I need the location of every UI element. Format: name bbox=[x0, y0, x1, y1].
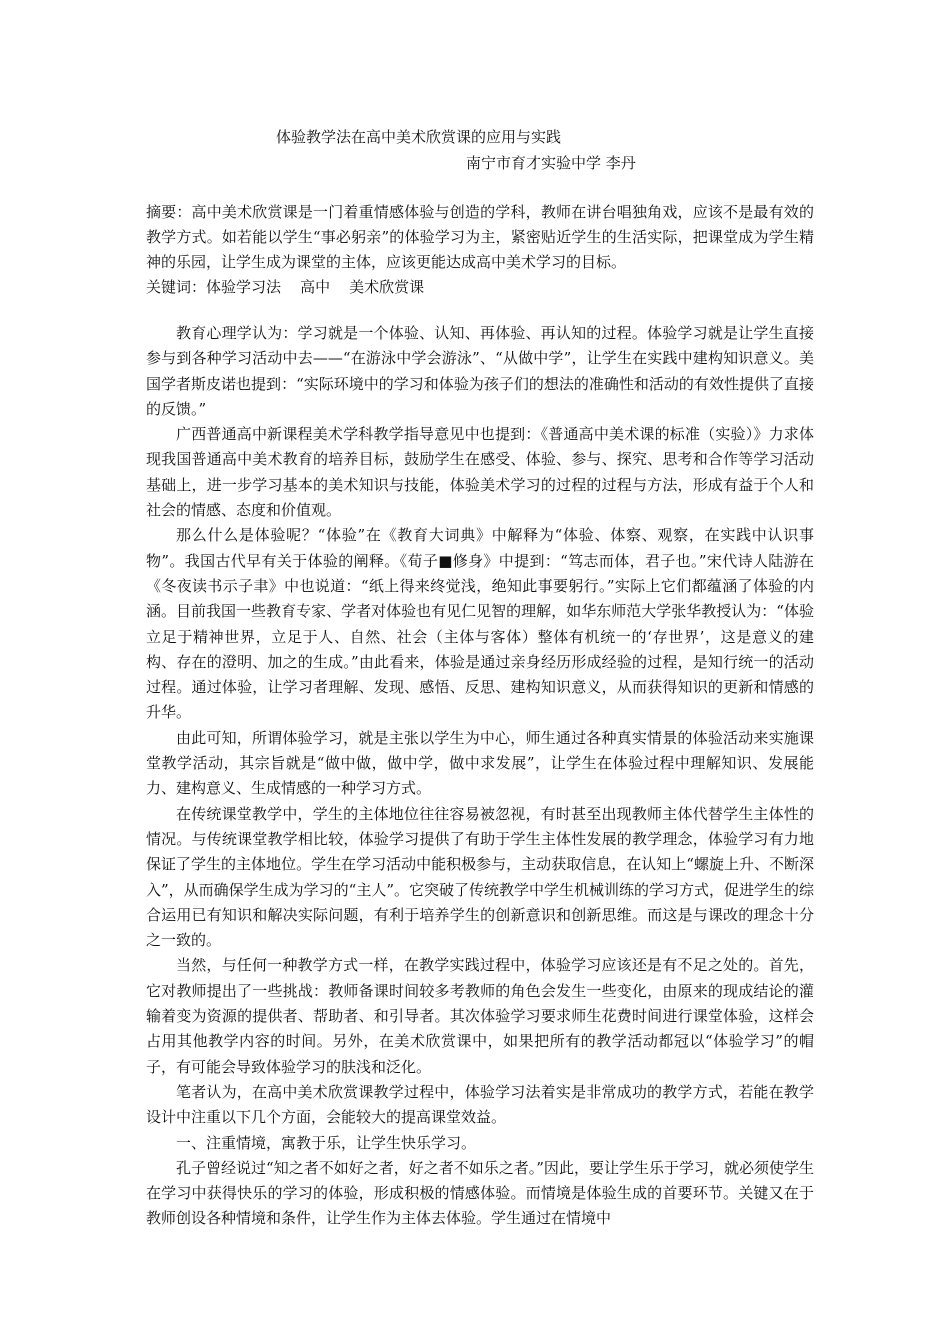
paragraph: 孔子曾经说过“知之者不如好之者，好之者不如乐之者。”因此，要让学生乐于学习，就必须使学生在学习中获得快乐的学习的体验，形成积极的情感体验。而情境是体验生成的首要环节。关键又在于教师创设各种情境和条件，让学生作为主体去体验。学生通过在情境中 bbox=[146, 1158, 814, 1228]
keywords-line: 关键词：体验学习法 高中 美术欣赏课 bbox=[146, 278, 425, 296]
abstract-section bbox=[146, 200, 814, 300]
paragraph: 广西普通高中新课程美术学科教学指导意见中也提到：《普通高中美术课的标准（实验）》力求体现我国普通高中美术教育的培养目标，鼓励学生在感受、体验、参与、探究、思考和合作等学习活动基础上，进一步学习基本的美术知识与技能，体验美术学习的过程的过程与方法，形成有益于个人和社会的情感、态度和价值观。 bbox=[146, 425, 814, 520]
paragraph: 在传统课堂教学中，学生的主体地位往往容易被忽视，有时甚至出现教师主体代替学生主体性的情况。与传统课堂教学相比较，体验学习提供了有助于学生主体性发展的教学理念，体验学习有力地保证了学生的主体地位。学生在学习活动中能积极参与，主动获取信息，在认知上“螺旋上升、不断深入”，从而确保学生成为学习的“主人”。它突破了传统教学中学生机械训练的学习方式，促进学生的综合运用已有知识和解决实际问题，有利于培养学生的创新意识和创新思维。而这是与课改的理念十分之一致的。 bbox=[146, 804, 815, 950]
section-heading: 一、注重情境，寓教于乐，让学生快乐学习。 bbox=[176, 1133, 477, 1152]
paragraph: 由此可知，所谓体验学习，就是主张以学生为中心，师生通过各种真实情景的体验活动来实施课堂教学活动，其宗旨就是“做中做，做中学，做中求发展”，让学生在体验过程中理解知识、发展能力、建构意义、生成情感的一种学习方式。 bbox=[146, 728, 814, 798]
document-author: 南宁市育才实验中学 李丹 bbox=[466, 154, 636, 172]
abstract-text: 摘要：高中美术欣赏课是一门着重情感体验与创造的学科，教师在讲台唱独角戏，应该不是最有效的教学方式。如若能以学生“事必躬亲”的体验学习为主，紧密贴近学生的生活实际，把课堂成为学生精神的乐园，让学生成为课堂的主体，应该更能达成高中美术学习的目标。 bbox=[146, 203, 814, 271]
paragraph: 教育心理学认为：学习就是一个体验、认知、再体验、再认知的过程。体验学习就是让学生直接参与到各种学习活动中去——“在游泳中学会游泳”、“从做中学”，让学生在实践中建构知识意义。美国学者斯皮诺也提到：“实际环境中的学习和体验为孩子们的想法的准确性和活动的有效性提供了直接的反馈。” bbox=[146, 324, 814, 418]
paragraph: 笔者认为，在高中美术欣赏课教学过程中，体验学习法着实是非常成功的教学方式，若能在教学设计中注重以下几个方面，会能较大的提高课堂效益。 bbox=[146, 1082, 814, 1127]
document-title: 体验教学法在高中美术欣赏课的应用与实践 bbox=[276, 128, 562, 146]
paragraph: 那么什么是体验呢？“体验”在《教育大词典》中解释为“体验、体察、观察，在实践中认识事物”。我国古代早有关于体验的阐释。《荀子■修身》中提到：“笃志而体，君子也。”宋代诗人陆游在《冬夜读书示子聿》中也说道：“纸上得来终觉浅，绝知此事要躬行。”实际上它们都蕴涵了体验的内涵。目前我国一些教育专家、学者对体验也有见仁见智的理解，如华东师范大学张华教授认为：“体验立足于精神世界，立足于人、自然、社会（主体与客体）整体有机统一的‘存世界’，这是意义的建构、存在的澄明、加之的生成。”由此看来，体验是通过亲身经历形成经验的过程，是知行统一的活动过程。通过体验，让学习者理解、发现、感悟、反思、建构知识意义，从而获得知识的更新和情感的升华。 bbox=[146, 526, 814, 722]
paragraph: 当然，与任何一种教学方式一样，在教学实践过程中，体验学习应该还是有不足之处的。首先，它对教师提出了一些挑战：教师备课时间较多考教师的角色会发生一些变化，由原来的现成结论的灌输着变为资源的提供者、帮助者、和引导者。其次体验学习要求师生花费时间进行课堂体验，这样会占用其他教学内容的时间。另外，在美术欣赏课中，如果把所有的教学活动都冠以“体验学习”的帽子，有可能会导致体验学习的肤浅和泛化。 bbox=[146, 956, 814, 1076]
body-text bbox=[146, 321, 814, 1232]
